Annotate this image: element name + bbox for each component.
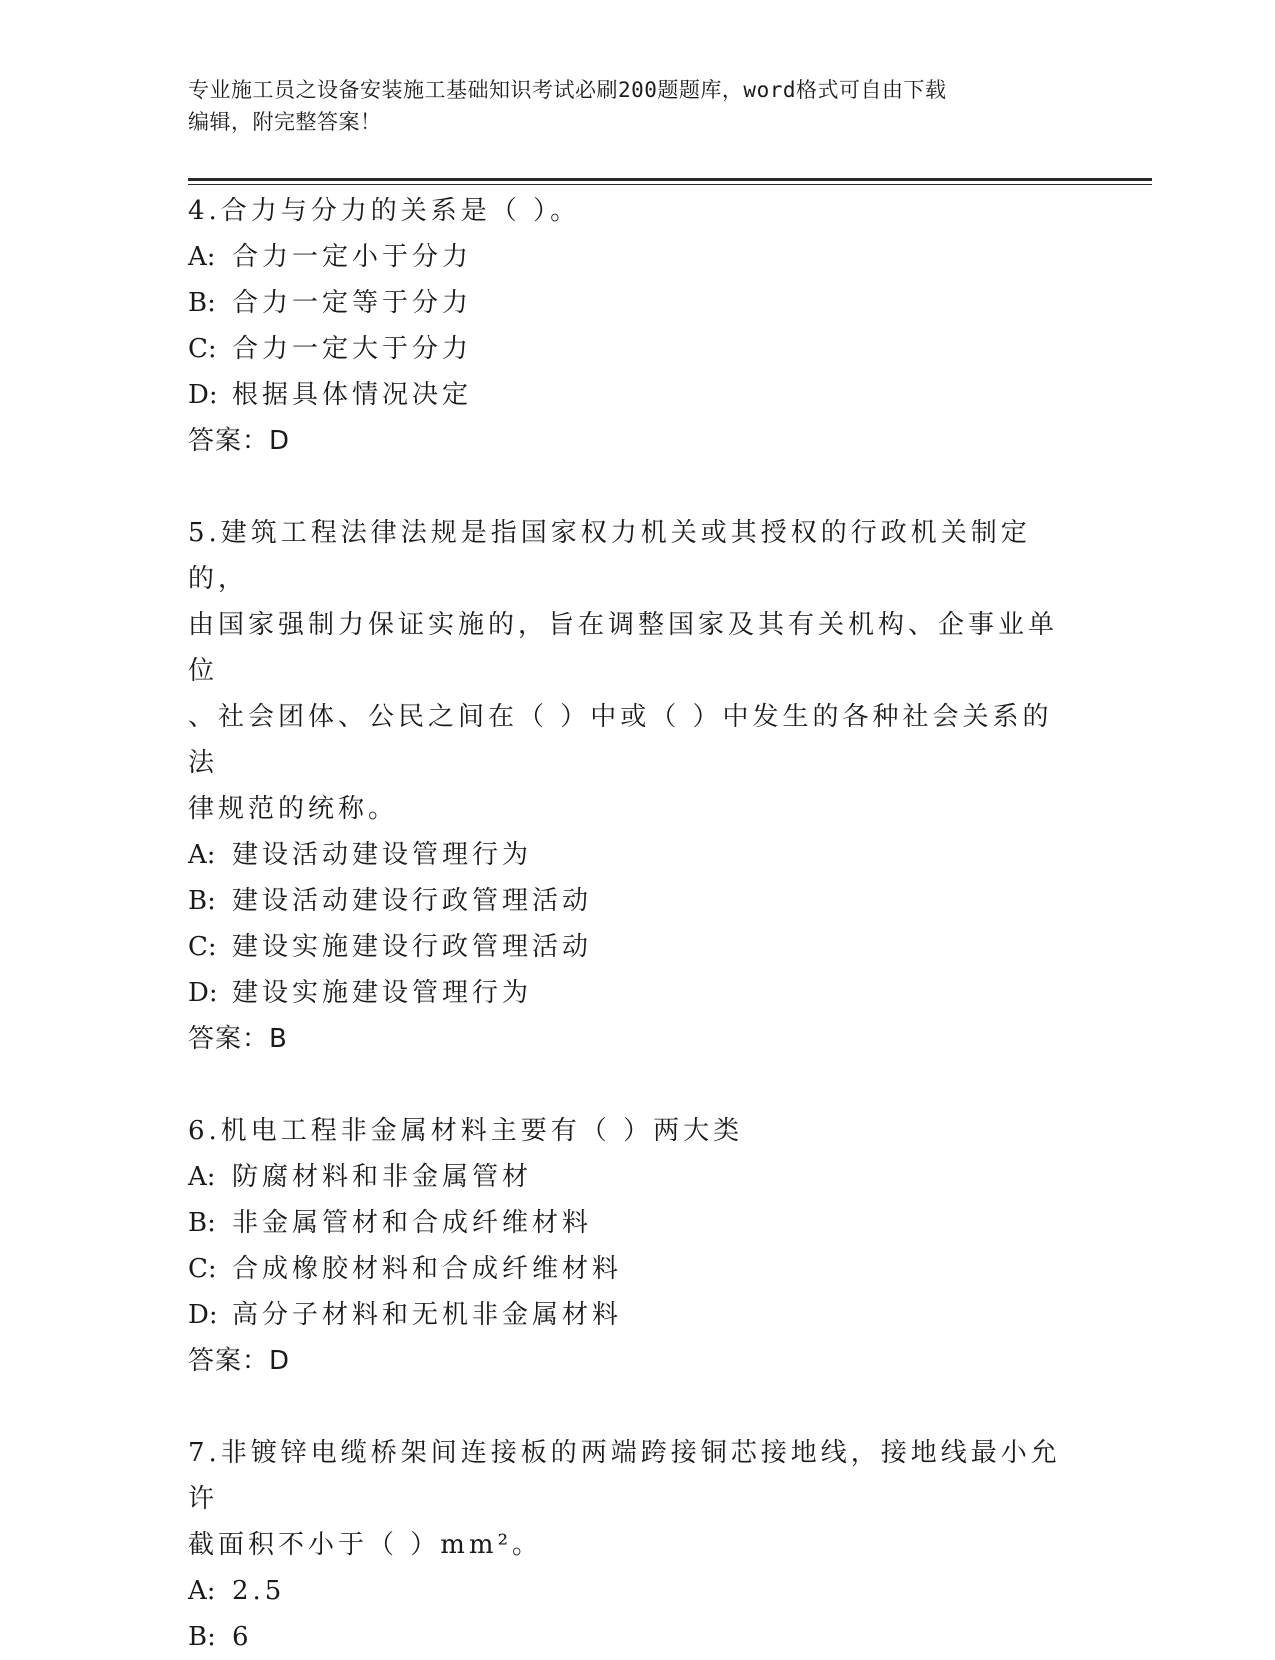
option-text: 2.5 xyxy=(232,1576,286,1606)
document-header xyxy=(188,74,1088,138)
question-stem-line-2: 截面积不小于（ ）mm²。 xyxy=(188,1530,542,1560)
option-text: 防腐材料和非金属管材 xyxy=(232,1162,533,1192)
option-b xyxy=(188,280,1068,326)
question-list xyxy=(188,188,1068,1660)
question-stem: 4.合力与分力的关系是（ ）。 xyxy=(188,196,581,226)
option-text: 合力一定大于分力 xyxy=(232,334,473,364)
option-text: 建设实施建设行政管理活动 xyxy=(232,932,593,962)
option-d xyxy=(188,372,1068,418)
question-stem-line-3: 、社会团体、公民之间在（ ）中或（ ）中发生的各种社会关系的法 xyxy=(188,702,1053,778)
option-b xyxy=(188,878,1068,924)
option-c xyxy=(188,1246,1068,1292)
option-b xyxy=(188,1200,1068,1246)
option-a xyxy=(188,1154,1068,1200)
option-text: 建设实施建设管理行为 xyxy=(232,978,533,1008)
option-key: B: xyxy=(188,288,216,318)
option-key: C: xyxy=(188,1254,217,1284)
question-stem-line-2: 由国家强制力保证实施的，旨在调整国家及其有关机构、企事业单位 xyxy=(188,610,1059,686)
question-spacer xyxy=(188,1384,1068,1430)
option-key: D: xyxy=(188,380,218,410)
question-spacer xyxy=(188,464,1068,510)
option-text: 合成橡胶材料和合成纤维材料 xyxy=(232,1254,623,1284)
header-rule-thin xyxy=(188,184,1152,185)
option-c xyxy=(188,326,1068,372)
option-b xyxy=(188,1614,1068,1660)
option-text: 合力一定等于分力 xyxy=(232,288,473,318)
question-stem-line-4: 律规范的统称。 xyxy=(188,794,399,824)
header-line-2: 编辑，附完整答案！ xyxy=(188,110,382,134)
option-key: B: xyxy=(188,886,216,916)
option-key: D: xyxy=(188,1300,218,1330)
question-7 xyxy=(188,1430,1068,1660)
option-d xyxy=(188,1292,1068,1338)
question-spacer xyxy=(188,1062,1068,1108)
question-6 xyxy=(188,1108,1068,1384)
option-d xyxy=(188,970,1068,1016)
option-a xyxy=(188,234,1068,280)
option-text: 根据具体情况决定 xyxy=(232,380,473,410)
option-key: B: xyxy=(188,1622,216,1652)
option-text: 建设活动建设管理行为 xyxy=(232,840,533,870)
option-key: C: xyxy=(188,334,217,364)
option-key: A: xyxy=(188,1162,216,1192)
option-a xyxy=(188,832,1068,878)
option-text: 合力一定小于分力 xyxy=(232,242,473,272)
option-text: 高分子材料和无机非金属材料 xyxy=(232,1300,623,1330)
answer-line: 答案：D xyxy=(188,426,291,456)
option-text: 6 xyxy=(232,1622,253,1652)
option-key: A: xyxy=(188,1576,216,1606)
option-text: 非金属管材和合成纤维材料 xyxy=(232,1208,593,1238)
option-key: D: xyxy=(188,978,218,1008)
header-line-1: 专业施工员之设备安装施工基础知识考试必刷200题题库，word格式可自由下载 xyxy=(188,78,947,102)
answer-line: 答案：D xyxy=(188,1346,291,1376)
answer-line: 答案：B xyxy=(188,1024,288,1054)
option-text: 建设活动建设行政管理活动 xyxy=(232,886,593,916)
option-key: C: xyxy=(188,932,217,962)
question-stem: 6.机电工程非金属材料主要有（ ）两大类 xyxy=(188,1116,744,1146)
option-key: B: xyxy=(188,1208,216,1238)
option-a xyxy=(188,1568,1068,1614)
question-stem-line-1: 5.建筑工程法律法规是指国家权力机关或其授权的行政机关制定的， xyxy=(188,518,1031,594)
option-key: A: xyxy=(188,840,216,870)
option-key: A: xyxy=(188,242,216,272)
question-5 xyxy=(188,510,1068,1062)
option-c xyxy=(188,924,1068,970)
question-4 xyxy=(188,188,1068,464)
question-stem-line-1: 7.非镀锌电缆桥架间连接板的两端跨接铜芯接地线，接地线最小允许 xyxy=(188,1438,1061,1514)
header-rule-thick xyxy=(188,178,1152,181)
